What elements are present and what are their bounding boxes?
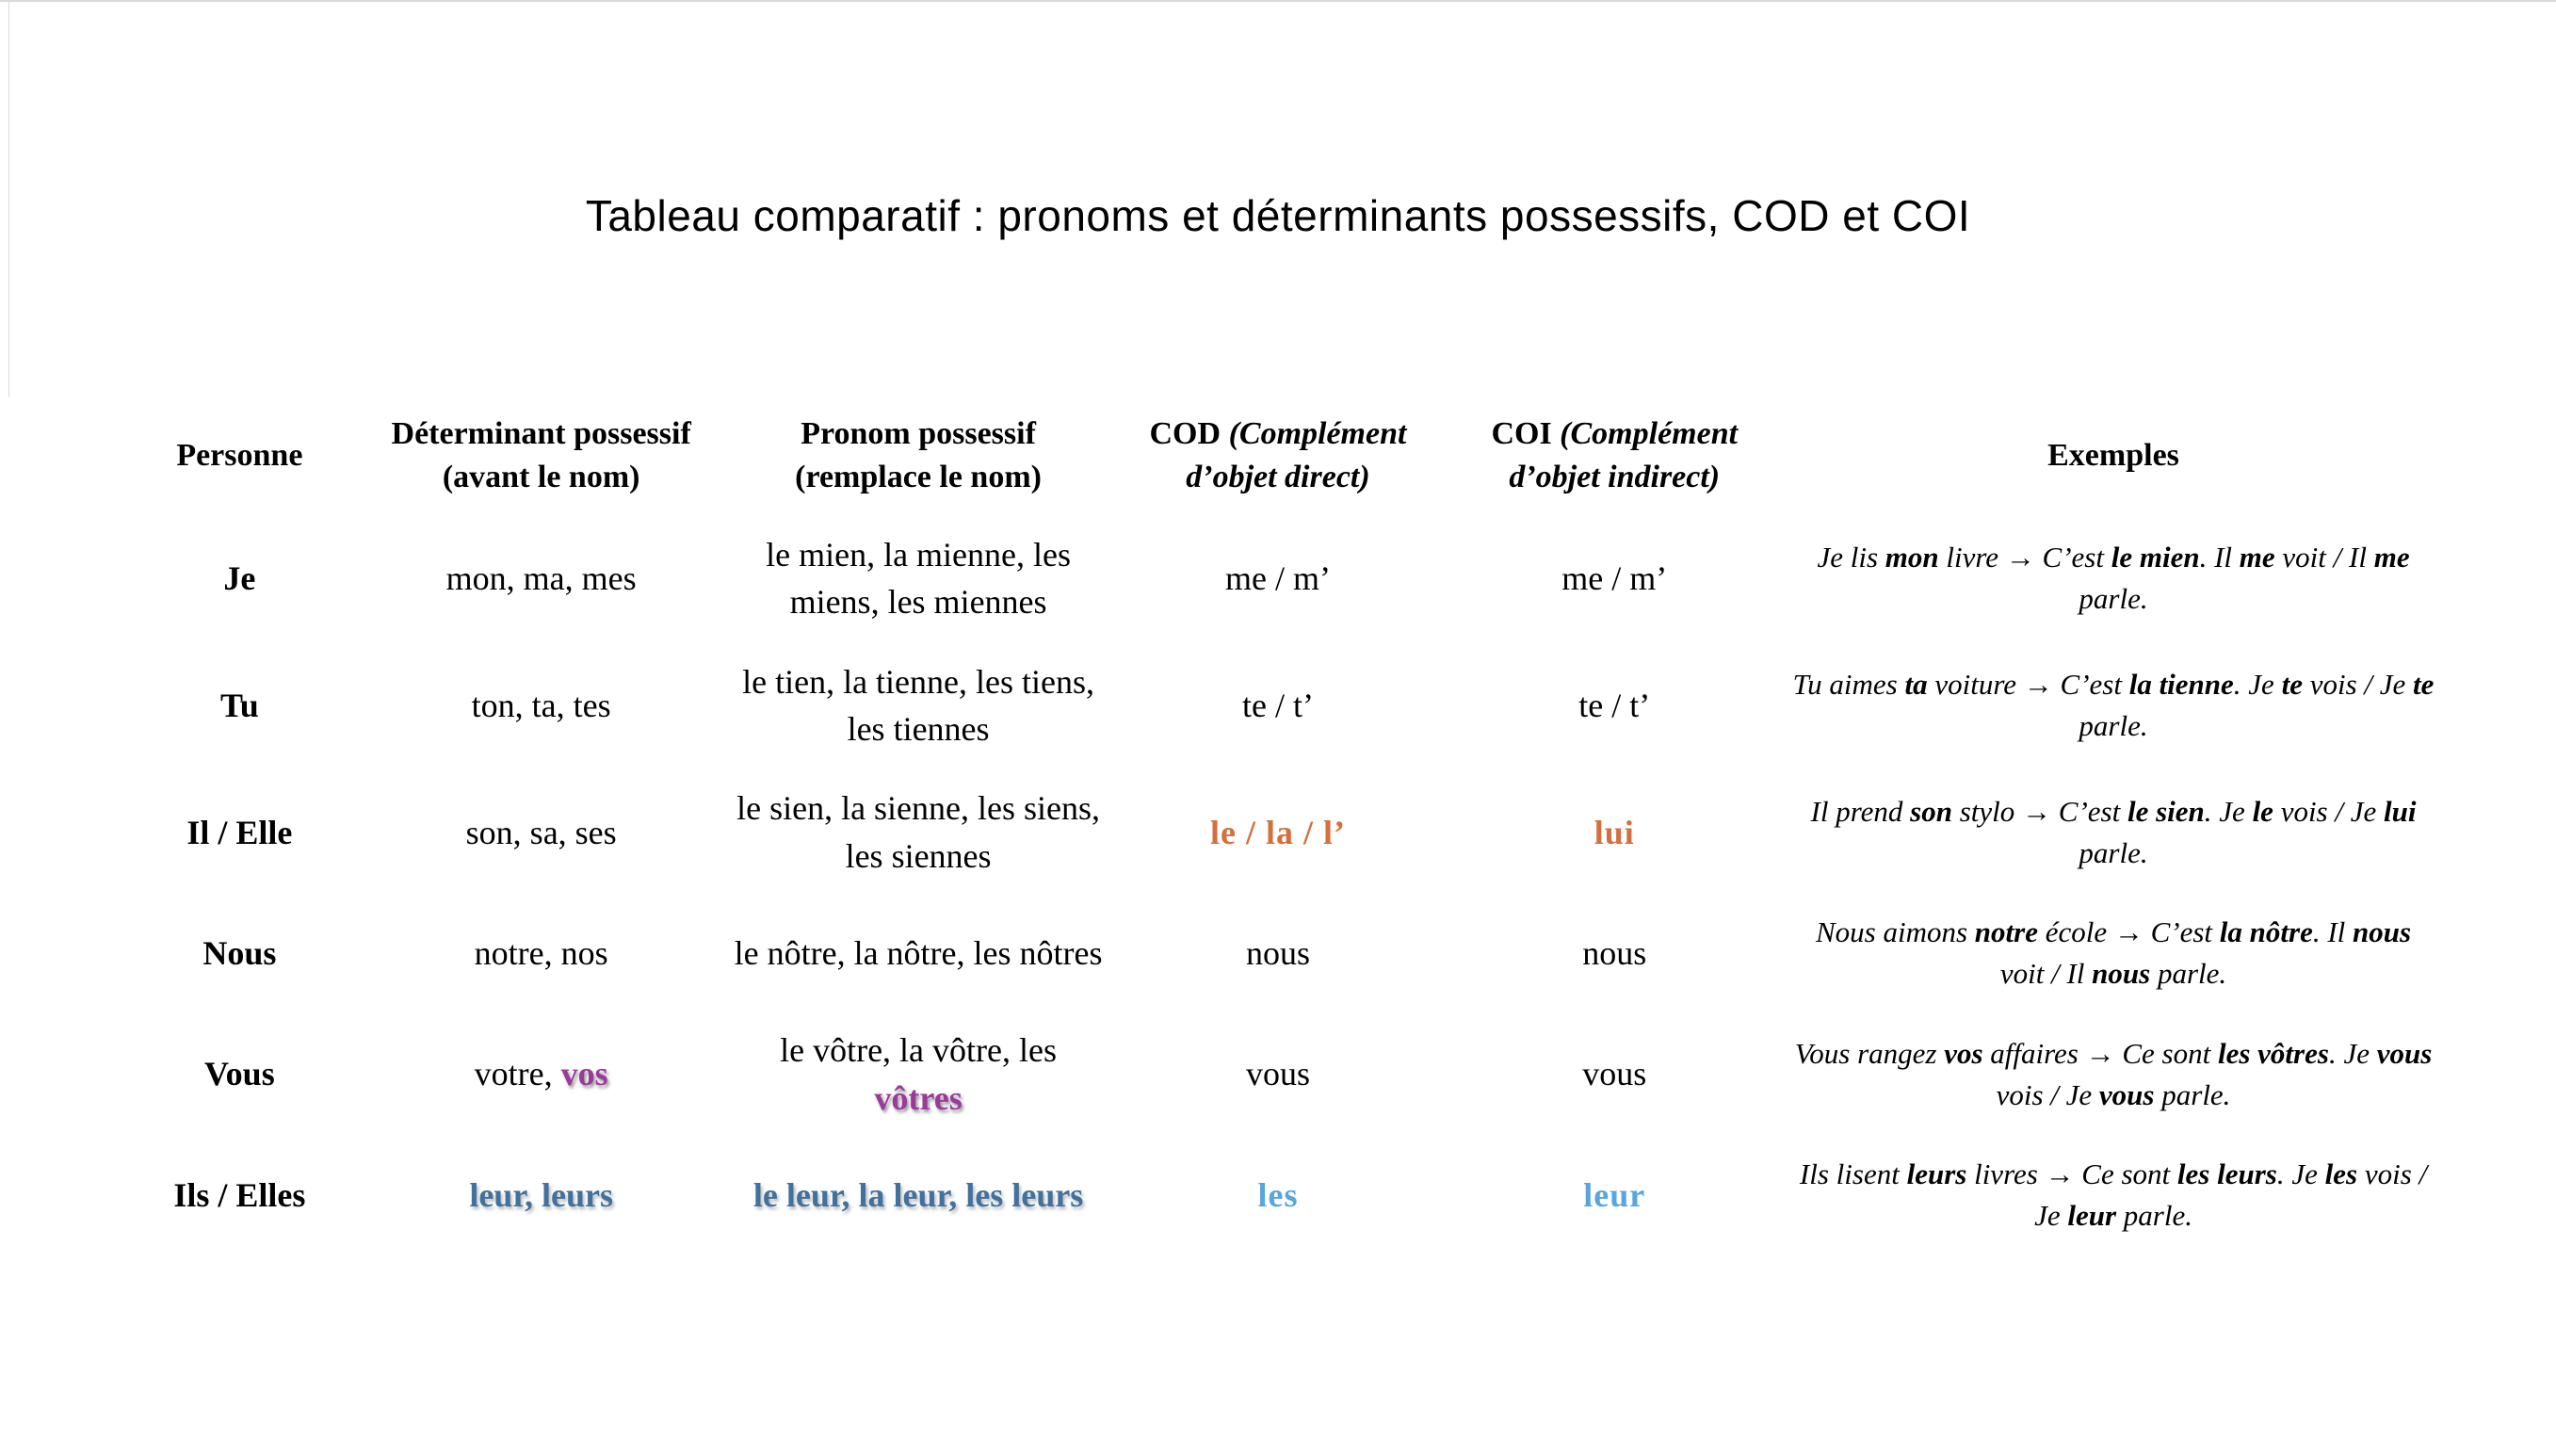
text-segment: . Il [2312,915,2354,949]
header-row [118,396,2438,515]
cell-pronom [721,768,1116,896]
text-segment: parle. [2150,957,2227,991]
text-segment: mon, ma, mes [445,558,637,597]
cell-person [118,1011,362,1138]
text-segment: mon [1885,541,1939,574]
cell-pronom [721,896,1116,1011]
page-title: Tableau comparatif : pronoms et déterminants possessifs, COD et COI [585,191,1971,240]
text-segment: ta [1904,667,1928,701]
text-segment: nous [1582,933,1647,972]
cell-determinant [362,1138,721,1253]
text-segment: . Je [2276,1157,2325,1190]
text-segment: vos [1944,1036,1983,1070]
text-segment: parle. [2116,1198,2192,1232]
text-segment: parle. [2079,708,2148,742]
text-segment: les leurs [2176,1157,2277,1190]
text-segment: Il / Elle [186,813,293,851]
text-segment: voit / Il [1999,957,2093,991]
text-segment: son [1910,794,1952,828]
text-segment: les [1257,1175,1299,1214]
column-header-5 [1440,396,1788,515]
cell-determinant [362,768,721,896]
text-segment: COD [1149,416,1229,451]
text-segment: le / la / l’ [1209,813,1346,851]
column-header-2 [362,396,721,515]
cell-determinant [362,515,721,642]
text-segment: le vôtre, la vôtre, les [780,1031,1057,1070]
text-segment: leur, leurs [469,1175,613,1214]
cell-person [118,896,362,1011]
text-segment: vois / Je [2302,667,2414,701]
text-segment: Vous [203,1055,275,1093]
text-segment: . Je [2233,667,2282,701]
text-segment: le sien [2127,794,2205,828]
text-segment: affaires → Ce sont [1982,1036,2218,1070]
text-segment: . Il [2199,541,2240,574]
cell-example [1788,1011,2438,1138]
text-segment: le leur, la leur, les leurs [752,1175,1084,1214]
text-segment: vous [2098,1077,2155,1111]
cell-determinant [362,896,721,1011]
text-segment: Déterminant possessif [391,416,691,451]
text-segment: parle. [2079,582,2148,616]
text-segment: le [2252,794,2273,828]
table-row [118,896,2438,1011]
text-segment: Pronom possessif [801,416,1036,451]
cell-cod [1116,515,1441,642]
text-segment: le mien [2111,541,2200,574]
cell-coi [1440,515,1788,642]
text-segment: Je [223,558,256,597]
text-segment: voiture → C’est [1927,667,2129,701]
text-segment: votre, [474,1055,561,1093]
text-segment: Ils / Elles [173,1175,306,1214]
cell-example [1788,642,2438,769]
text-segment: Personne [176,437,303,473]
text-segment: voit / Il [2274,541,2374,574]
text-segment: notre, nos [474,933,608,972]
text-segment: Exemples [2047,437,2179,473]
cell-coi [1440,768,1788,896]
cell-example [1788,1138,2438,1253]
cell-determinant [362,642,721,769]
column-header-4 [1116,396,1441,515]
text-segment: la tienne [2128,667,2234,701]
text-segment: vous [1582,1055,1647,1093]
text-segment: notre [1974,915,2038,949]
text-segment: te [2281,667,2303,701]
text-segment: les vôtres [2217,1036,2329,1070]
cell-example [1788,896,2438,1011]
text-segment: vous [1245,1055,1310,1093]
text-segment: Vous rangez [1794,1036,1945,1070]
text-segment: te / t’ [1578,686,1651,724]
column-header-1 [118,396,362,515]
text-segment: . Je [2328,1036,2377,1070]
text-segment: Je lis [1817,541,1885,574]
text-segment: me / m’ [1561,558,1668,597]
text-segment: nous [2353,915,2412,949]
text-segment: ton, ta, tes [471,686,611,724]
text-segment: le mien, la mienne, les miens, les miennes [766,535,1072,622]
cell-person [118,1138,362,1253]
text-segment: te [2413,667,2435,701]
cell-example [1788,515,2438,642]
text-segment: lui [2384,794,2417,828]
text-segment: COI [1491,416,1561,451]
text-segment: école → C’est [2037,915,2220,949]
cell-person [118,642,362,769]
text-segment: me [2239,541,2275,574]
text-segment: Nous aimons [1815,915,1975,949]
text-segment: (Complément d’objet indirect) [1509,416,1739,494]
comparison-table [118,396,2438,1253]
page-edge [8,2,9,397]
text-segment: vos [560,1055,608,1093]
table-body [118,515,2438,1253]
cell-determinant [362,1011,721,1138]
text-segment: les [2324,1157,2358,1190]
text-segment: te / t’ [1241,686,1314,724]
table-row [118,642,2438,769]
text-segment: son, sa, ses [465,813,617,851]
cell-pronom [721,1011,1116,1138]
text-segment: Tu [219,686,259,724]
table-row [118,1011,2438,1138]
text-segment: livre → C’est [1938,541,2111,574]
cell-coi [1440,642,1788,769]
cell-coi [1440,896,1788,1011]
table-row [118,768,2438,896]
text-segment: parle. [2154,1077,2231,1111]
text-segment: livres → Ce sont [1966,1157,2177,1190]
text-segment: lui [1593,813,1635,851]
text-segment: la nôtre [2219,915,2313,949]
text-segment: le sien, la sienne, les siens, les siennes [736,789,1101,875]
text-segment: (Complément d’objet direct) [1186,416,1407,494]
text-segment: parle. [2079,835,2148,869]
text-segment: nous [1245,933,1310,972]
text-segment: nous [2092,957,2151,991]
text-segment: (avant le nom) [442,459,640,494]
cell-pronom [721,642,1116,769]
cell-cod [1116,642,1441,769]
text-segment: Il prend [1810,794,1911,828]
text-segment: vois / Je [1996,1077,2099,1111]
text-segment: me / m’ [1224,558,1331,597]
cell-person [118,515,362,642]
text-segment: (remplace le nom) [795,459,1042,494]
text-segment: . Je [2204,794,2253,828]
text-segment: leur [2067,1198,2117,1232]
text-segment: stylo → C’est [1951,794,2127,828]
cell-pronom [721,1138,1116,1253]
cell-example [1788,768,2438,896]
text-segment: vôtres [874,1078,963,1117]
cell-coi [1440,1138,1788,1253]
table-row [118,1138,2438,1253]
cell-person [118,768,362,896]
cell-cod [1116,896,1441,1011]
text-segment: Nous [202,933,277,972]
text-segment: Tu aimes [1792,667,1905,701]
cell-cod [1116,1138,1441,1253]
text-segment: leur [1583,1175,1646,1214]
text-segment: le tien, la tienne, les tiens, les tiennes [742,662,1094,748]
cell-pronom [721,515,1116,642]
column-header-3 [721,396,1116,515]
text-segment: vois / Je [2273,794,2385,828]
text-segment: le nôtre, la nôtre, les nôtres [734,933,1103,972]
text-segment: vous [2376,1036,2433,1070]
cell-coi [1440,1011,1788,1138]
text-segment: leurs [1906,1157,1967,1190]
text-segment: vois / Je [2034,1157,2428,1232]
text-segment: me [2373,541,2410,574]
cell-cod [1116,768,1441,896]
column-header-6 [1788,396,2438,515]
cell-cod [1116,1011,1441,1138]
table-row [118,515,2438,642]
text-segment: Ils lisent [1799,1157,1907,1190]
